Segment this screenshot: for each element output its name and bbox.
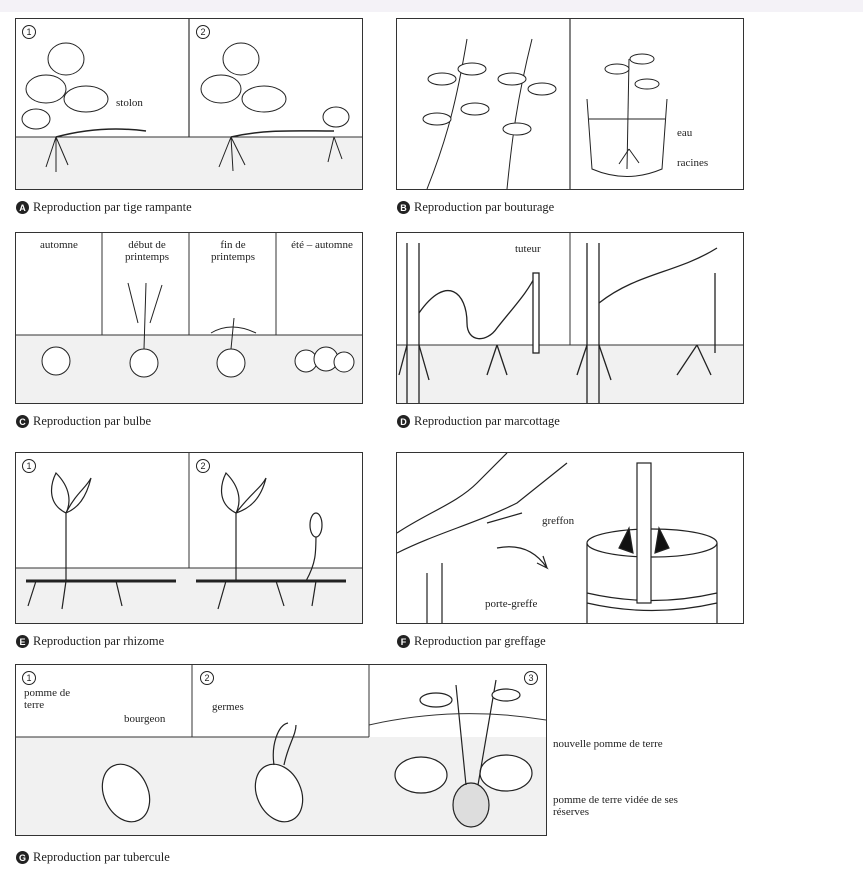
caption-text: Reproduction par tige rampante	[33, 200, 192, 214]
panel-b-diagram	[396, 18, 744, 190]
caption-text: Reproduction par bulbe	[33, 414, 152, 428]
caption-text: Reproduction par tubercule	[33, 850, 170, 864]
caption-text: Reproduction par greffage	[414, 634, 546, 648]
caption-text: Reproduction par marcottage	[414, 414, 560, 428]
panel-c-diagram	[15, 232, 363, 404]
panel-e-drawing	[16, 453, 362, 623]
label-bourgeon: bourgeon	[124, 713, 166, 725]
panel-c-drawing	[16, 233, 362, 403]
panel-e-diagram	[15, 452, 363, 624]
letter-badge: F	[397, 635, 410, 648]
label-nouvelle-pomme-de-terre: nouvelle pomme de terre	[553, 738, 663, 750]
top-bar	[0, 0, 863, 12]
panel-a-drawing	[16, 19, 362, 189]
panel-f-drawing	[397, 453, 743, 623]
letter-badge: B	[397, 201, 410, 214]
panel-d-diagram	[396, 232, 744, 404]
label-season: été – automne	[291, 239, 353, 251]
step-number: 2	[196, 25, 210, 39]
letter-badge: A	[16, 201, 29, 214]
caption-d	[397, 414, 560, 429]
caption-b	[397, 200, 554, 215]
label-stolon: stolon	[116, 97, 143, 109]
label-racines: racines	[677, 157, 709, 169]
panel-g-drawing	[16, 665, 546, 835]
label-porte-greffe: porte-greffe	[485, 598, 538, 610]
label-season: fin de printemps	[211, 239, 255, 263]
label-season: automne	[40, 239, 78, 251]
step-number: 2	[196, 459, 210, 473]
letter-badge: C	[16, 415, 29, 428]
label-pomme-de-terre: pomme de terre	[24, 687, 71, 711]
panel-f-diagram	[396, 452, 744, 624]
letter-badge: D	[397, 415, 410, 428]
label-greffon: greffon	[542, 515, 575, 527]
caption-text: Reproduction par bouturage	[414, 200, 555, 214]
panel-g-diagram	[15, 664, 547, 836]
step-number: 1	[22, 671, 36, 685]
label-tuteur: tuteur	[515, 243, 541, 255]
step-number: 1	[22, 459, 36, 473]
letter-badge: G	[16, 851, 29, 864]
caption-e	[16, 634, 164, 649]
label-season: début de printemps	[125, 239, 169, 263]
step-number: 2	[200, 671, 214, 685]
caption-c	[16, 414, 151, 429]
caption-g	[16, 850, 170, 865]
step-number: 1	[22, 25, 36, 39]
caption-f	[397, 634, 546, 649]
caption-text: Reproduction par rhizome	[33, 634, 165, 648]
caption-a	[16, 200, 192, 215]
step-number: 3	[524, 671, 538, 685]
label-eau: eau	[677, 127, 693, 139]
label-pomme-de-terre-videe: pomme de terre vidée de ses réserves	[553, 794, 678, 818]
panel-a-diagram	[15, 18, 363, 190]
panel-d-drawing	[397, 233, 743, 403]
label-germes: germes	[212, 701, 244, 713]
letter-badge: E	[16, 635, 29, 648]
